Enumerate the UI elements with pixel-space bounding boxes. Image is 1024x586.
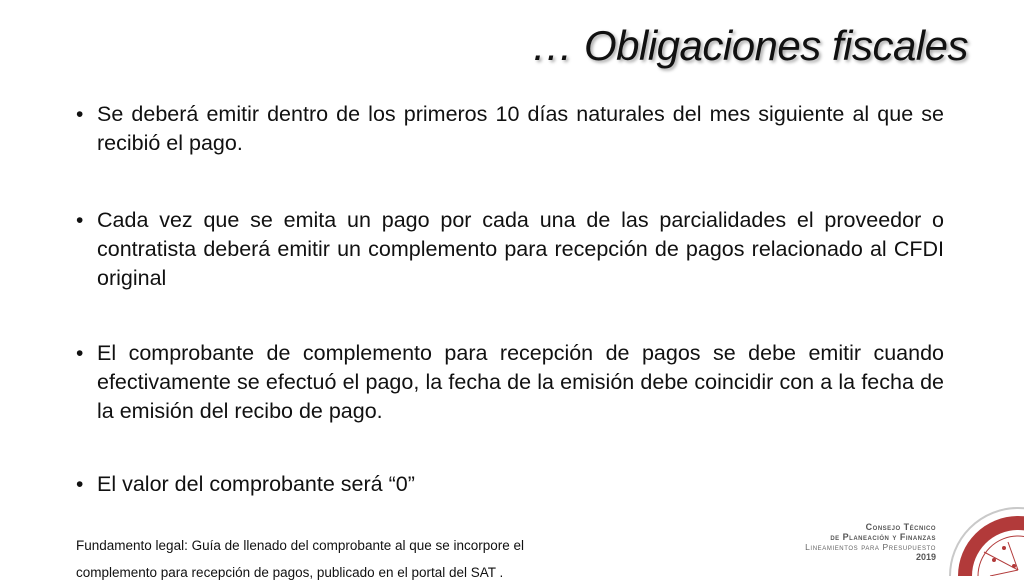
logo-line: Lineamientos para Presupuesto <box>805 542 936 552</box>
bullet-item <box>76 339 944 426</box>
organization-logo-text <box>805 522 936 562</box>
bullet-text: El valor del comprobante será “0” <box>97 472 415 496</box>
bullet-text: El comprobante de complemento para recepción de pagos se debe emitir cuando efectivamente se efectuó el pago, la fecha de la emisión debe coincidir con a la fecha de la emisión del recibo de pago. <box>97 341 944 423</box>
logo-line: Consejo Técnico <box>865 522 936 532</box>
logo-year: 2019 <box>915 552 936 562</box>
slide-title: … Obligaciones fiscales <box>531 22 968 69</box>
bullet-item <box>76 100 944 158</box>
bullet-text: Cada vez que se emita un pago por cada una de las parcialidades el proveedor o contratista deberá emitir un complemento para recepción de pagos relacionado al CFDI original <box>97 208 944 290</box>
bullet-icon: • <box>76 342 84 365</box>
bullet-text: Se deberá emitir dentro de los primeros 10 días naturales del mes siguiente al que se recibió el pago. <box>97 102 944 155</box>
legal-footnote <box>76 532 616 586</box>
footnote-line: complemento para recepción de pagos, publicado en el portal del SAT . <box>76 565 504 580</box>
bullet-item <box>76 206 944 293</box>
bullet-icon: • <box>76 103 84 126</box>
bullet-icon: • <box>76 209 84 232</box>
bullet-item <box>76 470 944 499</box>
bullet-icon: • <box>76 473 84 496</box>
logo-line: de Planeación y Finanzas <box>830 532 936 542</box>
footnote-line: Fundamento legal: Guía de llenado del comprobante al que se incorpore el <box>76 538 525 553</box>
bullet-list <box>76 100 944 499</box>
logo-emblem-icon <box>944 492 1024 576</box>
